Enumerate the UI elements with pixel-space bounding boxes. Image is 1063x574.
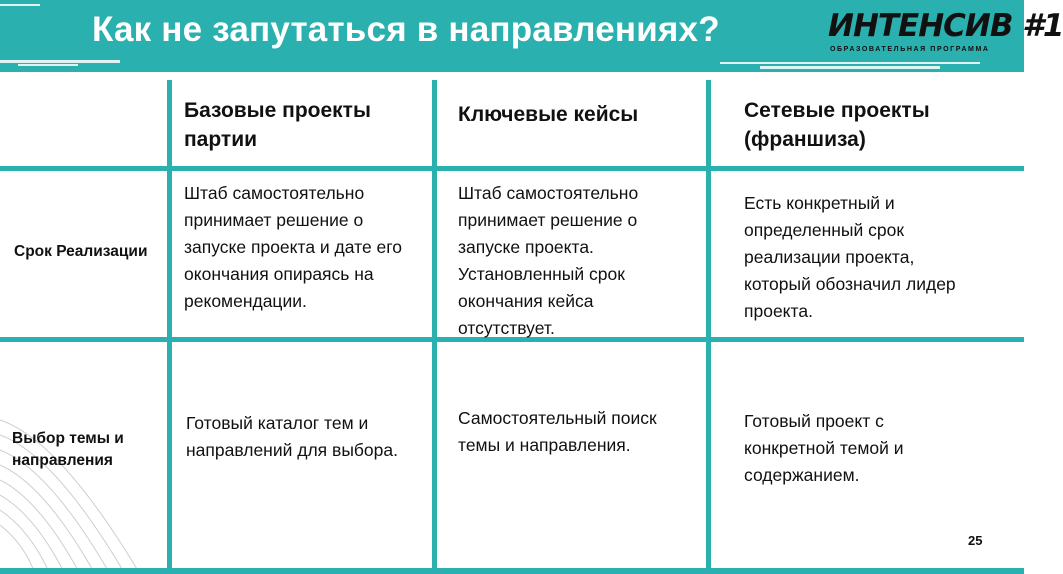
cell-topic-base: Готовый каталог тем и направлений для выбора. [186,413,398,460]
row-header-timeline: Срок Реализации [14,243,148,260]
decorative-lines [0,380,180,574]
cell-topic-network: Готовый проект с конкретной темой и содержанием. [744,411,904,485]
cell-timeline-network: Есть конкретный и определенный срок реализации проекта, который обозначил лидер проекта. [744,193,956,321]
logo-subtitle: ОБРАЗОВАТЕЛЬНАЯ ПРОГРАММА [830,46,990,53]
grid-divider [432,80,437,574]
cell-timeline-key: Штаб самостоятельно принимает решение о запуске проекта. Установленный срок окончания кейса отсутствует. [458,183,639,338]
grid-divider [0,568,1024,574]
grid-divider [0,166,1024,171]
grid-divider [167,80,172,574]
page-number: 25 [968,533,983,548]
row-header-topic-choice: Выбор темы и направления [12,430,124,469]
logo-main-text: ИНТЕНСИВ #1 [828,8,1063,44]
header-bar [0,0,1063,72]
grid-divider [706,80,711,574]
intensiv-logo [828,8,1063,64]
column-header-network-projects: Сетевые проекты (франшиза) [744,99,930,151]
cell-timeline-base: Штаб самостоятельно принимает решение о запуске проекта и дате его окончания опираясь на рекомендации. [184,183,402,311]
column-header-base-projects: Базовые проекты партии [184,99,371,151]
column-header-key-cases: Ключевые кейсы [458,103,639,126]
page-title: Как не запутаться в направлениях? [92,10,720,49]
cell-topic-key: Самостоятельный поиск темы и направления. [458,408,657,455]
